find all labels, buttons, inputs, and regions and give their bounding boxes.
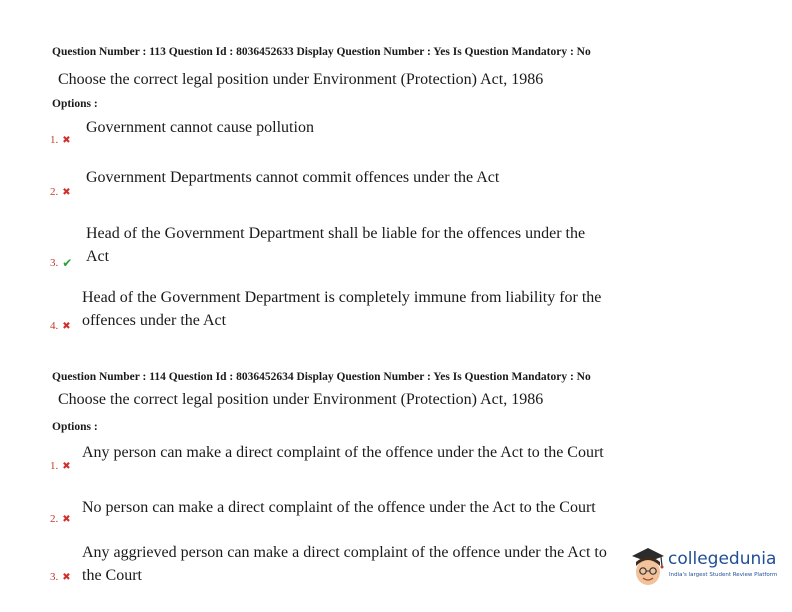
wrong-icon: ✖: [62, 513, 71, 525]
question-meta: Question Number : 113 Question Id : 8036452633 Display Question Number : Yes Is Question Mandatory : No: [52, 46, 591, 58]
option-text: No person can make a direct complaint of the offence under the Act to the Court: [82, 499, 596, 516]
wrong-icon: ✖: [62, 460, 71, 472]
question-text: Choose the correct legal position under Environment (Protection) Act, 1986: [58, 391, 544, 408]
options-label: Options :: [52, 98, 98, 110]
wrong-icon: ✖: [62, 320, 71, 332]
option-number: 2. ✖: [50, 186, 71, 198]
option-number: 1. ✖: [50, 460, 71, 472]
option-text: Government Departments cannot commit offences under the Act: [86, 169, 500, 186]
option-number: 2. ✖: [50, 513, 71, 525]
option-text: Any aggrieved person can make a direct complaint of the offence under the Act to the Court: [82, 544, 607, 584]
option-number: 3. ✔: [50, 256, 73, 270]
option-text: Any person can make a direct complaint of the offence under the Act to the Court: [82, 444, 604, 461]
option-text: Government cannot cause pollution: [86, 119, 314, 136]
option-text: Head of the Government Department is completely immune from liability for the offences under the Act: [82, 289, 602, 329]
question-meta: Question Number : 114 Question Id : 8036452634 Display Question Number : Yes Is Question Mandatory : No: [52, 371, 591, 383]
wrong-icon: ✖: [62, 571, 71, 583]
wrong-icon: ✖: [62, 134, 71, 146]
option-number: 1. ✖: [50, 134, 71, 146]
check-icon: ✔: [62, 256, 73, 270]
logo-name: collegedunia: [668, 549, 777, 569]
option-number: 3. ✖: [50, 571, 71, 583]
options-label: Options :: [52, 421, 98, 433]
mascot-icon: [628, 544, 668, 588]
logo-tagline: India's largest Student Review Platform: [669, 572, 778, 578]
question-text: Choose the correct legal position under Environment (Protection) Act, 1986: [58, 71, 544, 88]
option-text: Head of the Government Department shall be liable for the offences under the Act: [86, 225, 586, 265]
collegedunia-logo: [628, 544, 780, 596]
option-number: 4. ✖: [50, 320, 71, 332]
wrong-icon: ✖: [62, 186, 71, 198]
